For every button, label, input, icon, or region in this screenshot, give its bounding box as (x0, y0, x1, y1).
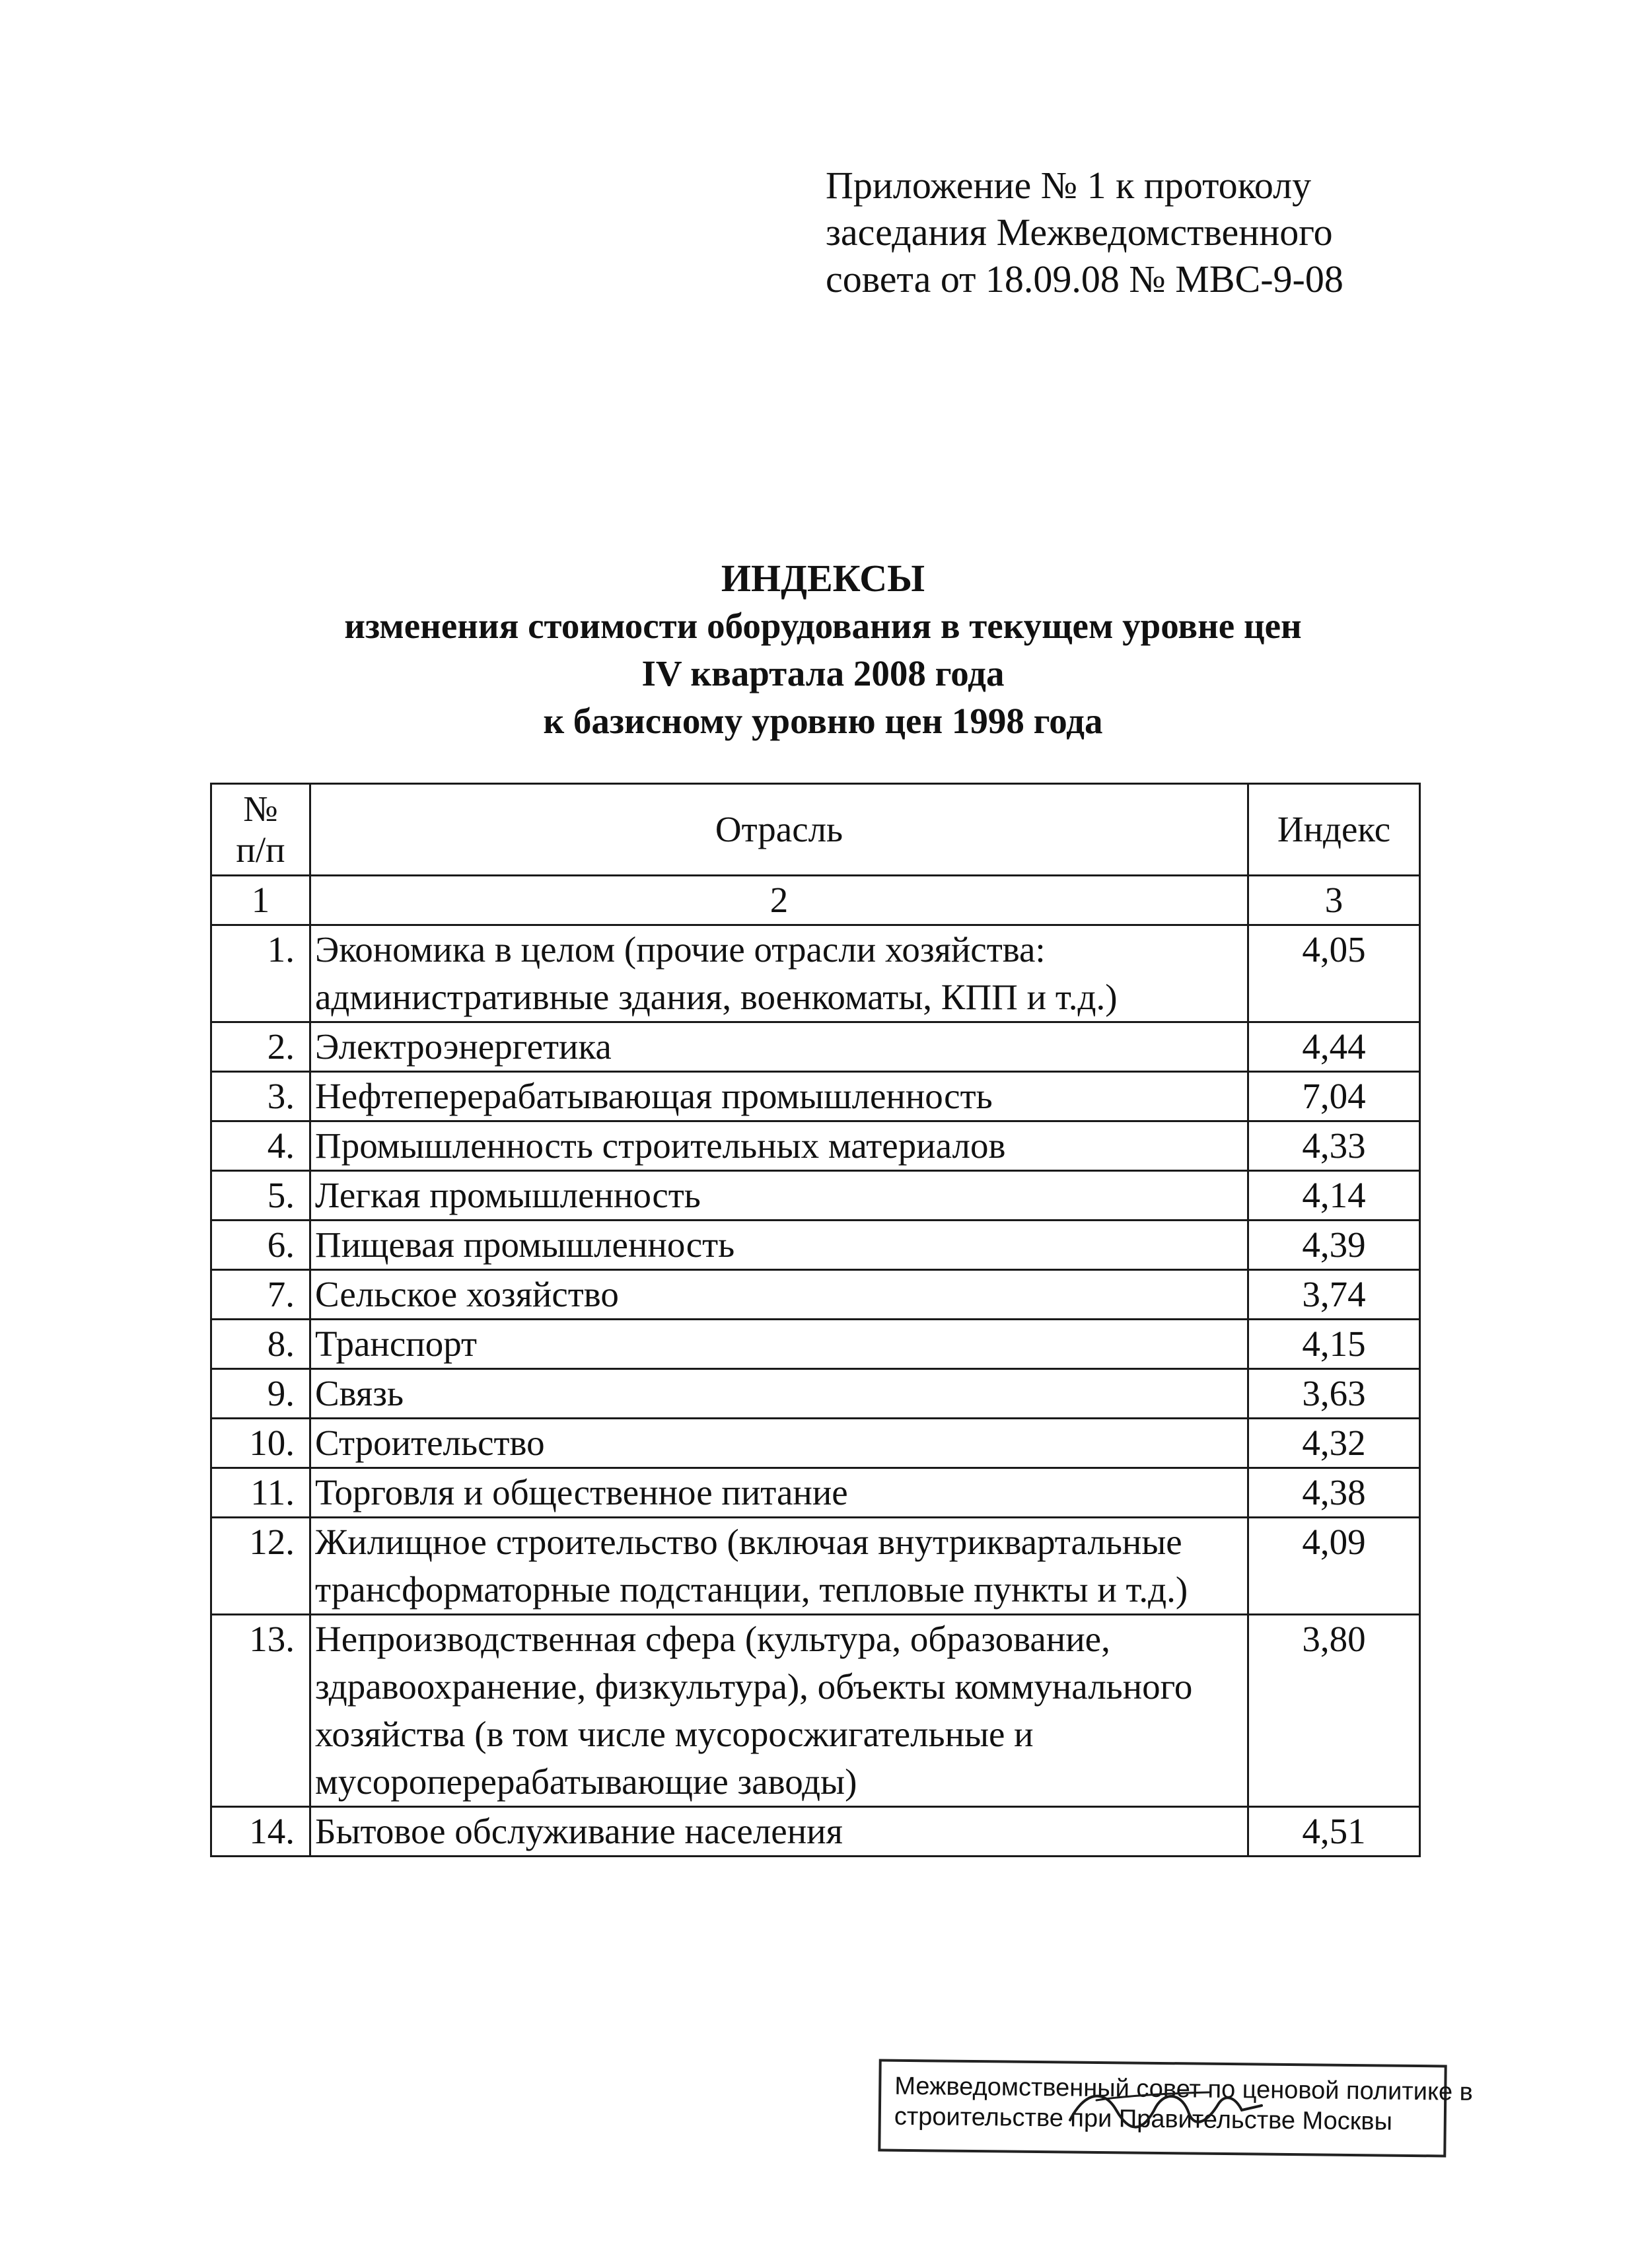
row-number: 11. (211, 1468, 310, 1518)
column-number-3: 3 (1248, 876, 1420, 925)
header-index: Индекс (1248, 784, 1420, 876)
table-row (211, 1121, 1420, 1171)
document-title: ИНДЕКСЫ (721, 557, 925, 600)
row-branch: Непроизводственная сфера (культура, образование, здравоохранение, физкультура), объекты коммунального хозяйства (в том числе мусоросжигательные и мусороперерабатывающие заводы) (310, 1615, 1248, 1807)
row-index: 4,05 (1248, 925, 1420, 1022)
table-row (211, 1369, 1420, 1419)
row-branch: Нефтеперерабатывающая промышленность (310, 1072, 1248, 1121)
stamp-line-1: Межведомственный совет по ценовой политике в (894, 2072, 1474, 2106)
row-number: 9. (211, 1369, 310, 1419)
row-number: 3. (211, 1072, 310, 1121)
row-number: 10. (211, 1419, 310, 1468)
row-branch: Электроэнергетика (310, 1022, 1248, 1072)
row-index: 3,74 (1248, 1270, 1420, 1320)
stamp-line-2: строительстве при Правительстве Москвы (894, 2102, 1393, 2136)
row-number: 2. (211, 1022, 310, 1072)
index-table (210, 783, 1421, 1857)
row-index: 4,33 (1248, 1121, 1420, 1171)
row-branch: Транспорт (310, 1320, 1248, 1369)
column-number-1: 1 (211, 876, 310, 925)
row-index: 7,04 (1248, 1072, 1420, 1121)
row-index: 4,32 (1248, 1419, 1420, 1468)
row-branch: Бытовое обслуживание населения (310, 1807, 1248, 1857)
signature-scribble (1057, 2074, 1275, 2146)
row-number: 1. (211, 925, 310, 1022)
table-row (211, 1419, 1420, 1468)
appendix-line-1: Приложение № 1 к протоколу (826, 164, 1312, 207)
table-row (211, 1807, 1420, 1857)
row-index: 4,15 (1248, 1320, 1420, 1369)
row-branch: Торговля и общественное питание (310, 1468, 1248, 1518)
row-index: 4,14 (1248, 1171, 1420, 1221)
table-row (211, 1221, 1420, 1270)
row-number: 5. (211, 1171, 310, 1221)
row-index: 4,44 (1248, 1022, 1420, 1072)
row-number: 4. (211, 1121, 310, 1171)
column-number-row (211, 876, 1420, 925)
row-branch: Промышленность строительных материалов (310, 1121, 1248, 1171)
header-number (211, 784, 310, 876)
row-branch: Сельское хозяйство (310, 1270, 1248, 1320)
row-number: 12. (211, 1518, 310, 1615)
document-heading (0, 555, 1646, 745)
row-branch: Легкая промышленность (310, 1171, 1248, 1221)
row-number: 14. (211, 1807, 310, 1857)
row-index: 3,80 (1248, 1615, 1420, 1807)
table-row (211, 1022, 1420, 1072)
row-index: 4,38 (1248, 1468, 1420, 1518)
header-branch: Отрасль (310, 784, 1248, 876)
row-number: 13. (211, 1615, 310, 1807)
row-index: 3,63 (1248, 1369, 1420, 1419)
table-row (211, 1468, 1420, 1518)
table-row (211, 1320, 1420, 1369)
table-row (211, 1270, 1420, 1320)
table-row (211, 1518, 1420, 1615)
table-row (211, 1171, 1420, 1221)
row-number: 8. (211, 1320, 310, 1369)
appendix-line-2: заседания Межведомственного (826, 211, 1333, 254)
heading-line-3: IV квартала 2008 года (641, 653, 1005, 693)
table-header-row (211, 784, 1420, 876)
heading-line-4: к базисному уровню цен 1998 года (543, 701, 1103, 741)
header-number-line-2: п/п (236, 830, 285, 870)
row-branch: Строительство (310, 1419, 1248, 1468)
appendix-reference (826, 162, 1585, 302)
row-index: 4,09 (1248, 1518, 1420, 1615)
table-row (211, 1072, 1420, 1121)
row-index: 4,51 (1248, 1807, 1420, 1857)
column-number-2: 2 (310, 876, 1248, 925)
table-row (211, 1615, 1420, 1807)
row-branch: Пищевая промышленность (310, 1221, 1248, 1270)
row-branch: Экономика в целом (прочие отрасли хозяйства: административные здания, военкоматы, КПП и т.д.) (310, 925, 1248, 1022)
table-row (211, 925, 1420, 1022)
appendix-line-3: совета от 18.09.08 № МВС-9-08 (826, 258, 1343, 301)
row-branch: Связь (310, 1369, 1248, 1419)
row-number: 7. (211, 1270, 310, 1320)
row-branch: Жилищное строительство (включая внутриквартальные трансформаторные подстанции, тепловые пункты и т.д.) (310, 1518, 1248, 1615)
row-index: 4,39 (1248, 1221, 1420, 1270)
row-number: 6. (211, 1221, 310, 1270)
heading-line-2: изменения стоимости оборудования в текущем уровне цен (344, 606, 1302, 646)
header-number-line-1: № (243, 789, 278, 829)
